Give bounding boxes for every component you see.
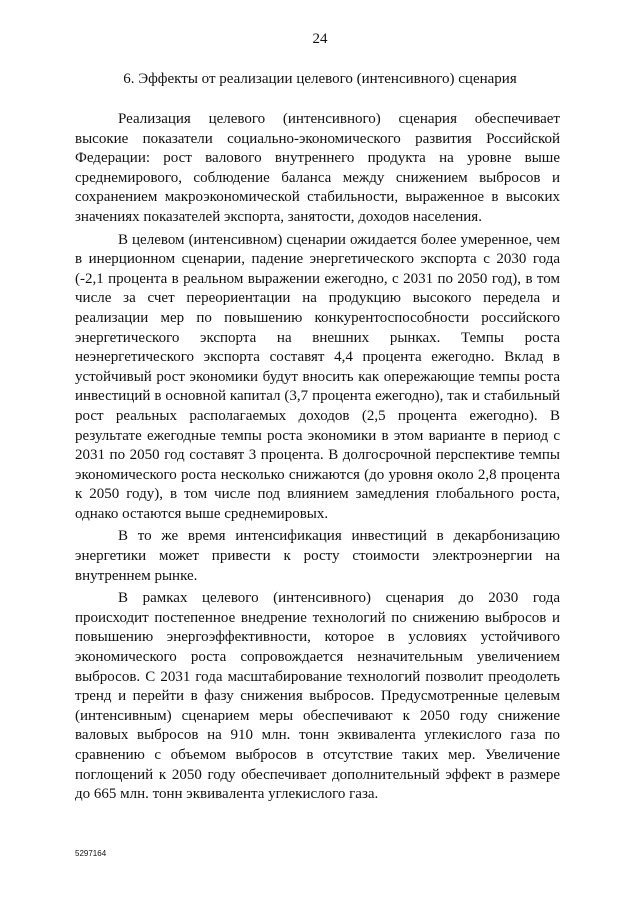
document-code: 5297164 xyxy=(75,849,107,858)
document-body xyxy=(75,110,560,808)
section-heading: 6. Эффекты от реализации целевого (интенсивного) сценария xyxy=(123,71,517,87)
paragraph: В то же время интенсификация инвестиций в декарбонизацию энергетики может привести к росту стоимости электроэнергии на внутреннем рынке. xyxy=(75,528,560,584)
page-number: 24 xyxy=(312,31,328,47)
paragraph: В рамках целевого (интенсивного) сценария до 2030 года происходит постепенное внедрение технологий по снижению выбросов и повышению энергоэффективности, которое в условиях устойчивого экономического роста сопровождается незначительным увеличением выбросов. С 2031 года масштабирование технологий позволит преодолеть тренд и перейти в фазу снижения выбросов. Предусмотренные целевым (интенсивным) сценарием меры обеспечивают к 2050 году снижение валовых выбросов на 910 млн. тонн эквивалента углекислого газа по сравнению с объемом выбросов в отсутствие таких мер. Увеличение поглощений к 2050 году обеспечивает дополнительный эффект в размере до 665 млн. тонн эквивалента углекислого газа. xyxy=(75,590,560,803)
paragraph: В целевом (интенсивном) сценарии ожидается более умеренное, чем в инерционном сценарии, падение энергетического экспорта с 2030 года (-2,1 процента в реальном выражении ежегодно, с 2031 по 2050 год), в том числе за счет переориентации на продукцию высокого передела и реализации мер по повышению конкурентоспособности российского энергетического экспорта на внешних рынках. Темпы роста неэнергетического экспорта составят 4,4 процента ежегодно. Вклад в устойчивый рост экономики будут вносить как опережающие темпы роста инвестиций в основной капитал (3,7 процента ежегодно), так и стабильный рост реальных располагаемых доходов (2,5 процента ежегодно). В результате ежегодные темпы роста экономики в этом варианте в период с 2031 по 2050 год составят 3 процента. В долгосрочной перспективе темпы экономического роста несколько снижаются (до уровня около 2,8 процента к 2050 году), в том числе под влиянием замедления глобального роста, однако остаются выше среднемировых. xyxy=(75,231,560,522)
paragraph: Реализация целевого (интенсивного) сценария обеспечивает высокие показатели социально-экономического развития Российской Федерации: рост валового внутреннего продукта на уровне выше среднемирового, соблюдение баланса между снижением выбросов и сохранением макроэкономической стабильности, выраженное в высоких значениях показателей экспорта, занятости, доходов населения. xyxy=(75,111,560,225)
